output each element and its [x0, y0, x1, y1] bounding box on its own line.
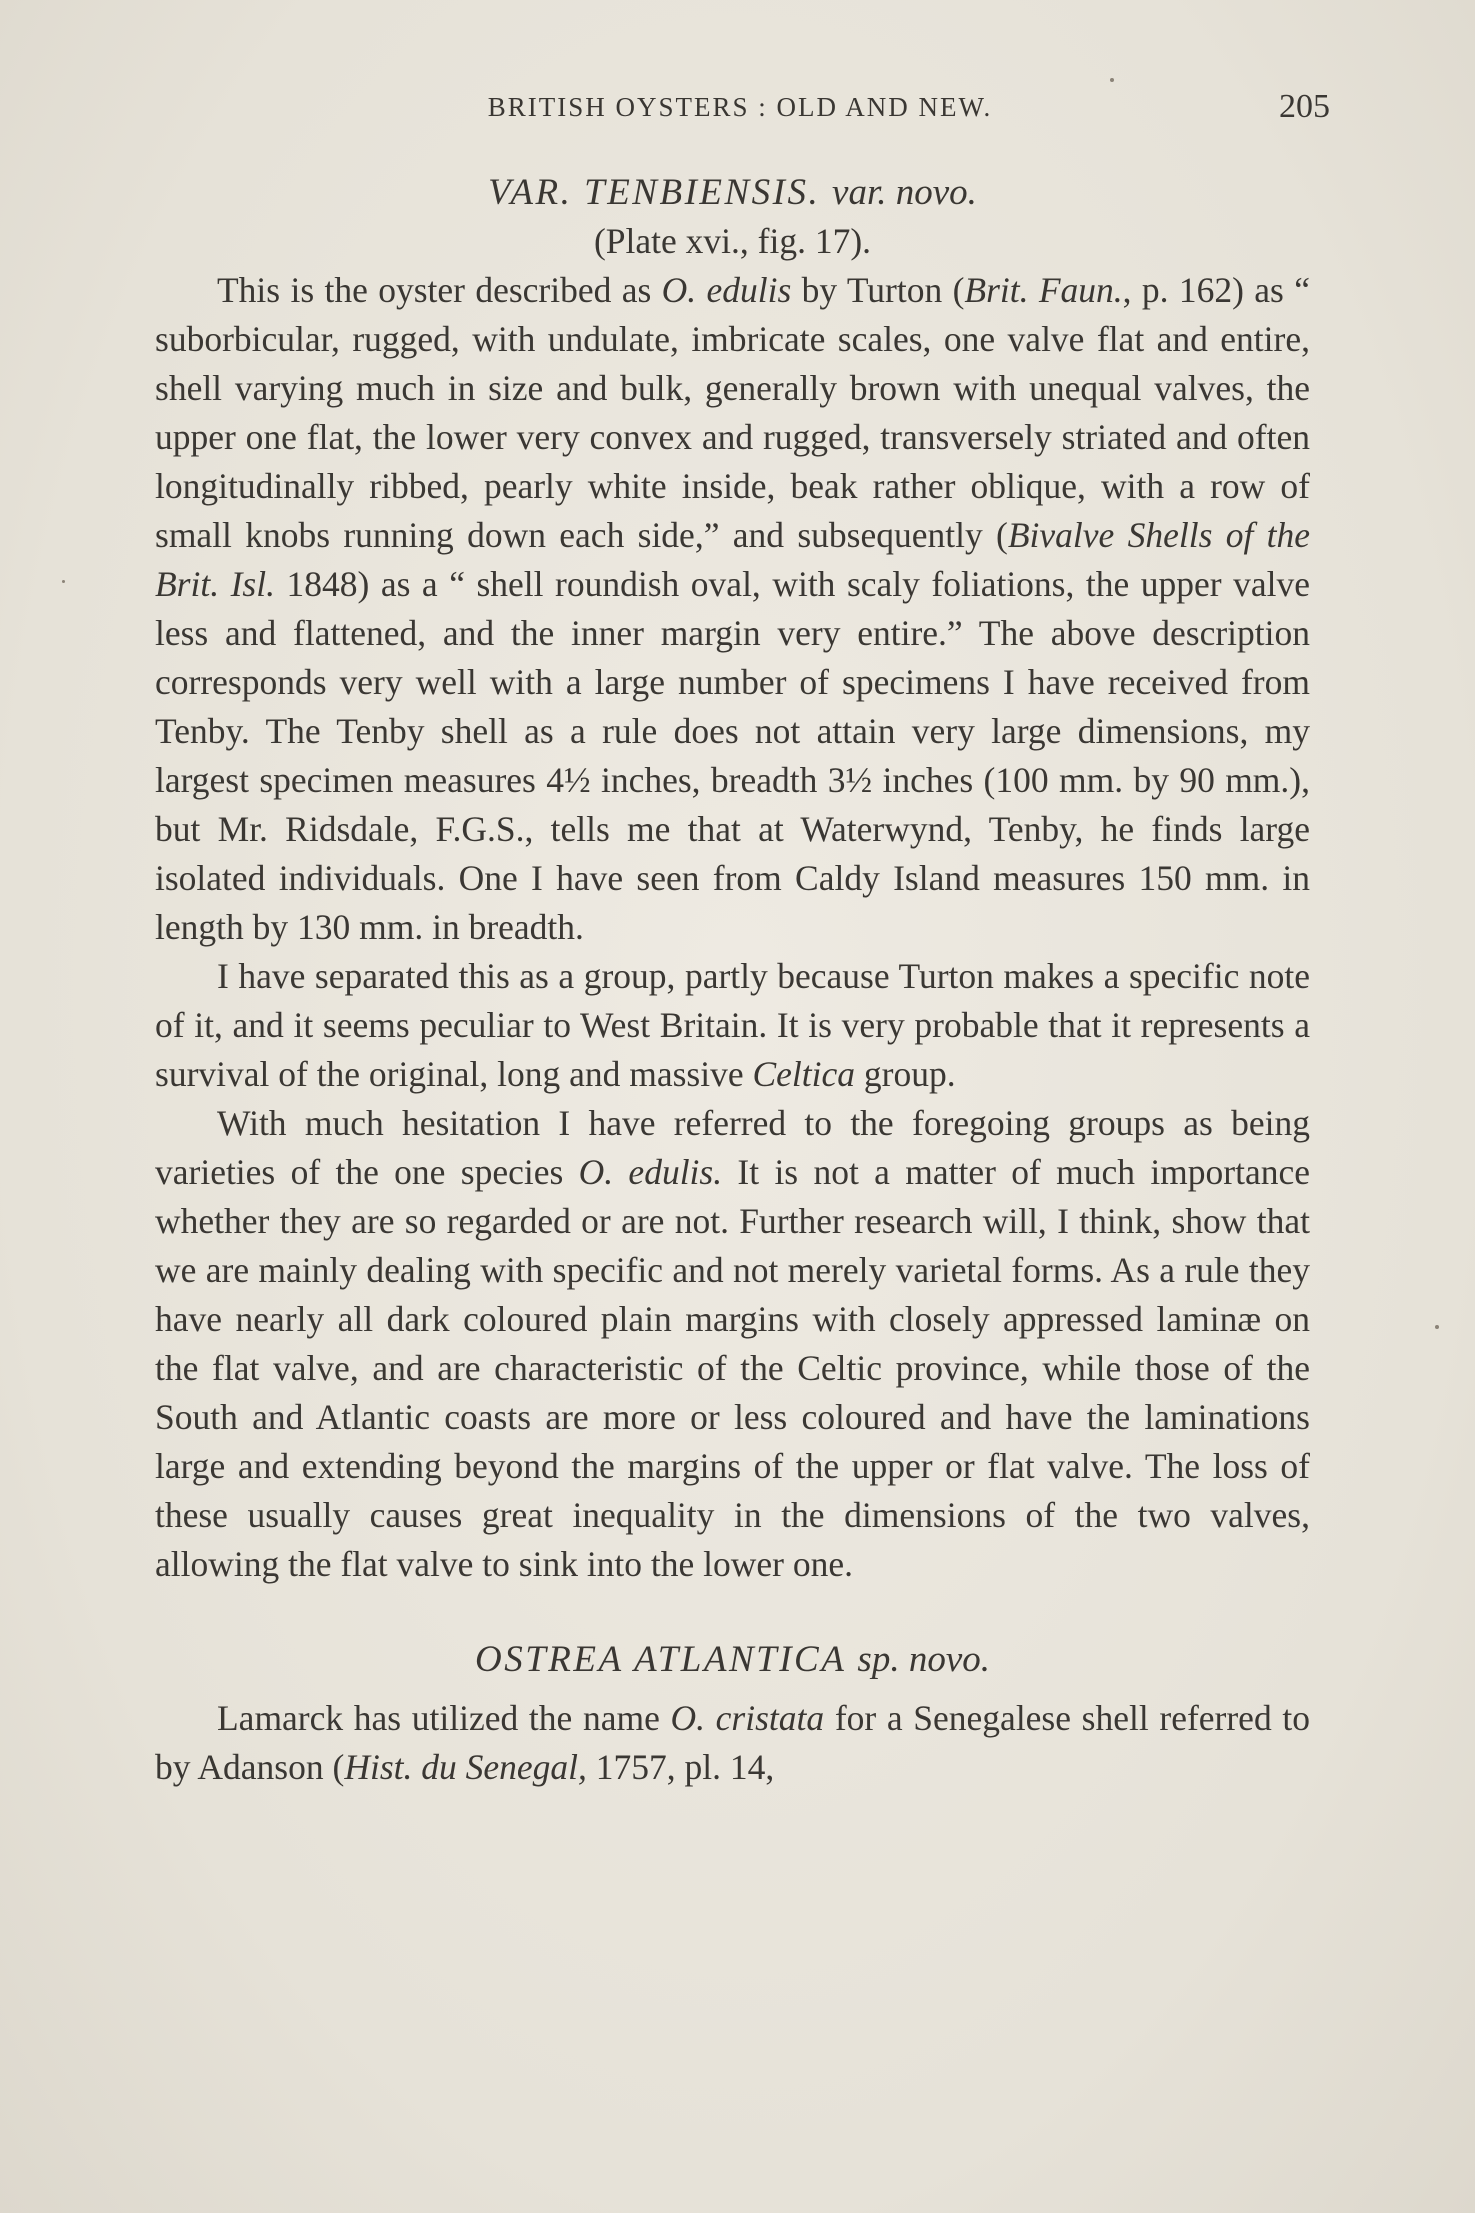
text-run: by Turton (	[791, 270, 965, 310]
paragraph-description	[155, 266, 1310, 952]
book-title: Hist. du Senegal,	[344, 1747, 587, 1787]
paragraph-grouping	[155, 952, 1310, 1099]
section-title-atlantica	[155, 1635, 1310, 1684]
section-title-main: OSTREA ATLANTICA	[474, 1639, 846, 1680]
paper-speck	[1435, 1325, 1439, 1329]
section-title-main: VAR. TENBIENSIS.	[488, 172, 821, 213]
text-run: It is not a matter of much importance whether they are so regarded or are not. Further research will, I think, show that we are mainly dealing with specific and not merely varietal forms. As a rule they have nearly all dark coloured plain margins with closely appressed laminæ on the flat valve, and are characteristic of the Celtic province, while those of the South and Atlantic coasts are more or less coloured and have the laminations large and extending beyond the margins of the upper or flat valve. The loss of these usually causes great inequality in the dimensions of the two valves, allowing the flat valve to sink into the lower one.	[155, 1152, 1310, 1584]
text-run: 1848) as a “ shell roundish oval, with scaly foliations, the upper valve less and flattened, and the inner margin very entire.” The above description corresponds very well with a large number of specimens I have received from Tenby. The Tenby shell as a rule does not attain very large dimensions, my largest specimen measures 4½ inches, breadth 3½ inches (100 mm. by 90 mm.), but Mr. Ridsdale, F.G.S., tells me that at Waterwynd, Tenby, he finds large isolated individuals. One I have seen from Caldy Island measures 150 mm. in length by 130 mm. in breadth.	[155, 564, 1310, 947]
page-number: 205	[1279, 88, 1330, 125]
paper-speck	[1110, 78, 1114, 82]
plate-reference: (Plate xvi., fig. 17).	[593, 221, 872, 261]
section-title-tenbiensis	[155, 168, 1310, 217]
text-run: Lamarck has utilized the name	[217, 1698, 671, 1738]
species-name: O. edulis.	[578, 1152, 723, 1192]
text-run: , p. 162) as “ suborbicular, rugged, with undulate, imbricate scales, one valve flat and entire, shell varying much in size and bulk, generally brown with unequal valves, the upper one flat, the lower very convex and rugged, transversely striated and often longitudinally ribbed, pearly white inside, beak rather oblique, with a row of small knobs running down each side,” and subsequently (	[155, 270, 1310, 555]
running-title: BRITISH OYSTERS : OLD AND NEW.	[487, 92, 993, 122]
paragraph-lamarck	[155, 1694, 1310, 1792]
paragraph-varieties	[155, 1099, 1310, 1589]
text-run: 1757, pl. 14,	[586, 1747, 775, 1787]
section-spacer	[155, 1589, 1310, 1627]
section-title-suffix: var. novo.	[832, 172, 977, 213]
body-text	[155, 160, 1310, 1792]
book-title: Bivalve Shells of the Brit. Isl.	[155, 515, 1310, 604]
page-header	[150, 88, 1330, 132]
text-run: With much hesitation I have referred to the foregoing groups as being varieties of the one species	[155, 1103, 1310, 1192]
species-name: O. edulis	[661, 270, 792, 310]
book-title: Brit. Faun.	[964, 270, 1123, 310]
species-name: O. cristata	[670, 1698, 825, 1738]
text-run: for a Senegalese shell referred to by Adanson (	[155, 1698, 1310, 1787]
section-title-suffix: sp. novo.	[857, 1639, 990, 1680]
text-run: This is the oyster described as	[217, 270, 662, 310]
text-run: I have separated this as a group, partly because Turton makes a specific note of it, and it seems peculiar to West Britain. It is very probable that it represents a survival of the original, long and massive	[155, 956, 1310, 1094]
text-run: group.	[855, 1054, 956, 1094]
paper-speck	[62, 580, 65, 583]
group-name: Celtica	[752, 1054, 855, 1094]
